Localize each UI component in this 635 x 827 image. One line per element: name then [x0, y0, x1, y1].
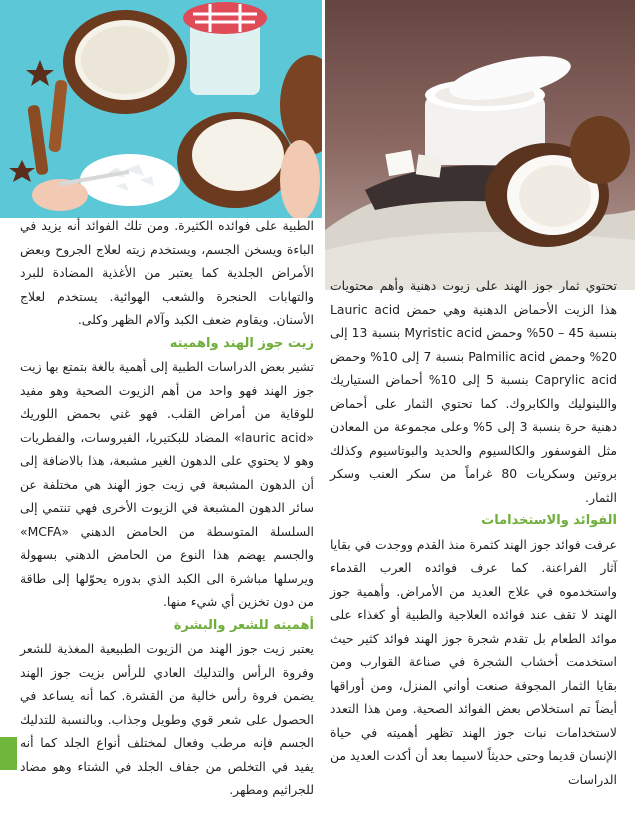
- page-accent-bar: [0, 737, 17, 770]
- coconut-jar-illustration: [0, 0, 322, 218]
- coconut-jar-photo: [0, 0, 322, 218]
- right-text-column: [330, 274, 617, 791]
- left-text-column: [20, 214, 314, 802]
- coconut-cream-photo: [325, 0, 635, 290]
- heading-benefits-uses: الفوائد والاستخدامات: [481, 513, 617, 528]
- coconut-cream-illustration: [325, 0, 635, 290]
- left-paragraph-3: يعتبر زيت جوز الهند من الزيوت الطبيعية المغذية للشعر وفروة الرأس والتدليك العادي للرأس بزيت جوز الهند يضمن فروة رأس خالية من القشرة. كما أنه يساعد في الحصول على شعر قوي وطويل وجذاب. وبالنسبة للتدليك الجسم فإنه مرطب وفعال لمختلف أنواع الجلد كما أنه يفيد في التخلص من جفاف الجلد في الشتاء وهو مضاد للجراثيم ومطهر.: [20, 641, 314, 797]
- right-paragraph-1: تحتوي ثمار جوز الهند على زيوت دهنية وأهم محتويات هذا الزيت الأحماض الدهنية وهي حمض Lauric acid بنسبة 45 – 50% وحمض Myristic acid بنسبة 13 إلى 20% وحمض Palmilic acid بنسبة 7 إلى 10% وحمض Caprylic acid بنسبة 5 إلى 10% أحماض الستياريك واللينوليك والكابروك. كما تحتوي الثمار على أحماض دهنية حرة بنسبة 3 إلى 5% وعلى مجموعة من المعادن مثل الفوسفور والكالسيوم والحديد والبوتاسيوم وكذلك بروتين وسكريات 80 غراماً من سكر العنب وسكر الثمار.: [330, 278, 618, 505]
- right-paragraph-2: عرفت فوائد جوز الهند كثمرة منذ القدم ووجدت في بقايا آثار الفراعنة. كما عرف فوائده العرب القدماء واستخدموه في علاج العديد من الأمراض. وأهمية جوز الهند لا تقف عند فوائده العلاجية والطبية أو كغذاء على موائد الطعام بل تقدم شجرة جوز الهند فوائد كثير حيث استخدمت أخشاب الشجرة في صناعة القوارب ومن بقايا الثمار المجوفة صنعت أواني المنزل، ومن أوراقها أيضاً تم استخلاص بعض الفوائد الصحية. ومن هذا التعدد لاستخدامات نبات جوز الهند تظهر أهميته في حياة الإنسان قديما وحتى حديثاً لاسيما بعد أن أكدت العديد من الدراسات: [330, 536, 617, 787]
- left-paragraph-2: تشير بعض الدراسات الطبية إلى أهمية بالغة بتمتع بها زيت جوز الهند فهو واحد من أهم الزيوت الصحية وهو مفيد للوقاية من أمراض القلب. فهو غني بحمض اللوريك «lauric acid» المضاد للبكتيريا، الفيروسات، والفطريات وهو لا يحتوي على الدهون الغير مشبعة، هذا بالاضافة إلى أن الدهون المشبعة في زيت جوز الهند هي مختلفة عن سائر الدهون المشبعة في الزيوت الأخرى فهي تنتمي إلى السلسلة المتوسطة من الحامض الدهني «MCFA» والجسم يهضم هذا النوع من الحامض الدهني بسهولة ويرسلها مباشرة الى الكبد الذي بدوره يحوّلها إلى طاقة من دون تخزين أي شيء منها.: [20, 359, 314, 609]
- left-paragraph-1: الطبية على فوائده الكثيرة. ومن تلك الفوائد أنه يزيد في الباءة ويسخن الجسم، ويستخدم زيته لعلاج الجروح وبعض الأمراض الجلدية كما يعتبر من الأغذية المضادة للبرد والتهابات الحنجرة والشعب الهوائية. يستخدم لعلاج الأسنان. ويقاوم ضعف الكبد وآلام الظهر وكلى.: [20, 218, 314, 327]
- heading-hair-skin: أهميته للشعر والبشرة: [173, 617, 314, 633]
- heading-coconut-oil-importance: زيت جوز الهند واهميته: [169, 335, 314, 351]
